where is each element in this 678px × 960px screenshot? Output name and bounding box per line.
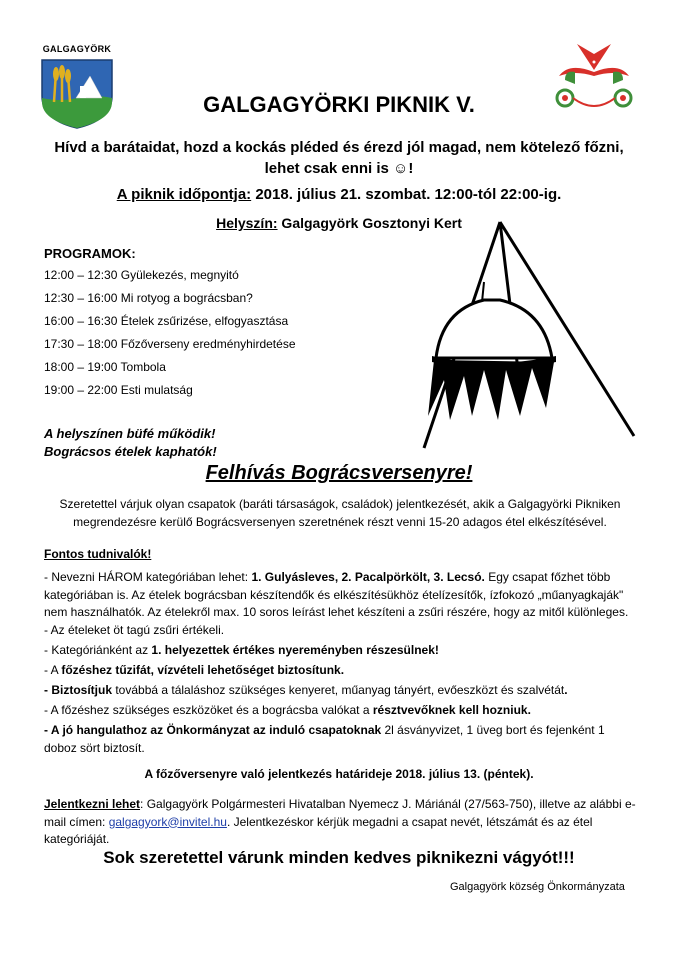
date-label: A piknik időpontja: (116, 186, 252, 203)
email-link[interactable]: galgagyork@invitel.hu (108, 814, 227, 829)
subtitle: Hívd a barátaidat, hozd a kockás pléded és érezd jól magad, nem kötelező főzni, lehet csak enni is ☺! (54, 139, 624, 177)
venue-value: Galgagyörk Gosztonyi Kert (277, 215, 462, 231)
rule-bold: 1. Gulyásleves, 2. Pacalpörkölt, 3. Lecsó. (251, 570, 485, 584)
rule-bold: 1. helyezettek értékes nyereményben részesülnek! (151, 643, 439, 657)
rule-bold: résztvevőknek kell hozniuk. (372, 703, 531, 717)
rule-text: 2l ásványvizet, 1 üveg bort és fejenként 1 doboz sört biztosít. (44, 723, 605, 755)
signature: Galgagyörk község Önkormányzata (450, 881, 625, 893)
rule-text: - A (44, 663, 62, 677)
rule-text: továbbá a tálaláshoz szükséges kenyeret, műanyag tányért, evőeszközt és szalvétát (112, 683, 565, 697)
page-title: GALGAGYÖRKI PIKNIK V. (203, 92, 475, 117)
event-date (0, 186, 678, 203)
venue-label: Helyszín: (216, 215, 278, 231)
contest-intro: Szeretettel várjuk olyan csapatok (baráti társaságok, családok) jelentkezését, akik a Galgagyörki Pikniken megrendezésre kerülő Bográcsversenyen szeretnének részt venni 15-20 adagos étel elkészítésével. (59, 497, 621, 529)
program-item: 16:00 – 16:30 Ételek zsűrizése, elfogyasztása (44, 314, 289, 328)
rule-bold: - A jó hangulathoz az Önkormányzat az induló csapatoknak (44, 723, 382, 737)
apply-text: : Galgagyörk Polgármesteri Hivatalban Nyemecz J. Máriánál (27/563-750), illetve az alábbi e-mail címen: (44, 797, 636, 829)
apply-text: . Jelentkezéskor kérjük megadni a csapat nevét, létszámát és az étel kategóriáját. (44, 814, 593, 846)
deadline-date: 2018. július 13. (395, 767, 481, 781)
programs-heading: PROGRAMOK: (44, 246, 136, 261)
apply-label: Jelentkezni lehet (44, 797, 141, 811)
crest-label: GALGAGYÖRK (42, 44, 112, 54)
program-item: 18:00 – 19:00 Tombola (44, 360, 166, 374)
rule-firewood (44, 662, 640, 680)
rule-text: Egy csapat főzhet több kategóriában is. Az ételek bográcsban készítendők és elkészítésükhöz ételízesítők, ízfokozó „műanyagkaják" nem használhatók. Az ételekről max. 10 soros leírást lehet készíteni a zsűri részére, hogy az mitől különleges. (44, 570, 629, 619)
deadline (0, 767, 678, 781)
program-item: 12:30 – 16:00 Mi rotyog a bográcsban? (44, 291, 253, 305)
rule-text: - Nevezni HÁROM kategóriában lehet: (44, 570, 252, 584)
rule-text: - Kategóriánként az (44, 643, 152, 657)
program-item: 19:00 – 22:00 Esti mulatság (44, 383, 193, 397)
cauldron-icon (420, 220, 640, 450)
rule-text: - A főzéshez szükséges eszközöket és a bográcsba valókat a (44, 703, 373, 717)
rule-bold: - Biztosítjuk (44, 683, 112, 697)
deadline-text: A főzőversenyre való jelentkezés határideje (144, 767, 396, 781)
date-value: 2018. július 21. szombat. 12:00-tól 22:00-ig. (251, 186, 562, 203)
program-item: 12:00 – 12:30 Gyülekezés, megnyitó (44, 268, 239, 282)
program-item: 17:30 – 18:00 Főzőverseny eredményhirdetése (44, 337, 296, 351)
buffet-line: Bográcsos ételek kaphatók! (44, 444, 217, 459)
buffet-note (44, 425, 217, 461)
deadline-text: (péntek). (480, 767, 534, 781)
rule-bold: . (564, 683, 568, 697)
rule-jury: - Az ételeket öt tagú zsűri értékeli. (44, 623, 225, 637)
rule-prizes (44, 642, 640, 660)
rule-equipment (44, 702, 640, 720)
info-heading: Fontos tudnivalók! (44, 547, 152, 561)
rule-provided (44, 682, 640, 700)
rule-bold: főzéshez tűzifát, vízvételi lehetőséget biztosítunk. (61, 663, 345, 677)
rule-categories (44, 569, 640, 622)
buffet-line: A helyszínen büfé működik! (44, 426, 216, 441)
application-info (44, 796, 640, 849)
rule-drinks (44, 722, 640, 757)
closing-line: Sok szeretettel várunk minden kedves piknikezni vágyót!!! (103, 848, 575, 867)
contest-heading: Felhívás Bográcsversenyre! (205, 462, 473, 484)
